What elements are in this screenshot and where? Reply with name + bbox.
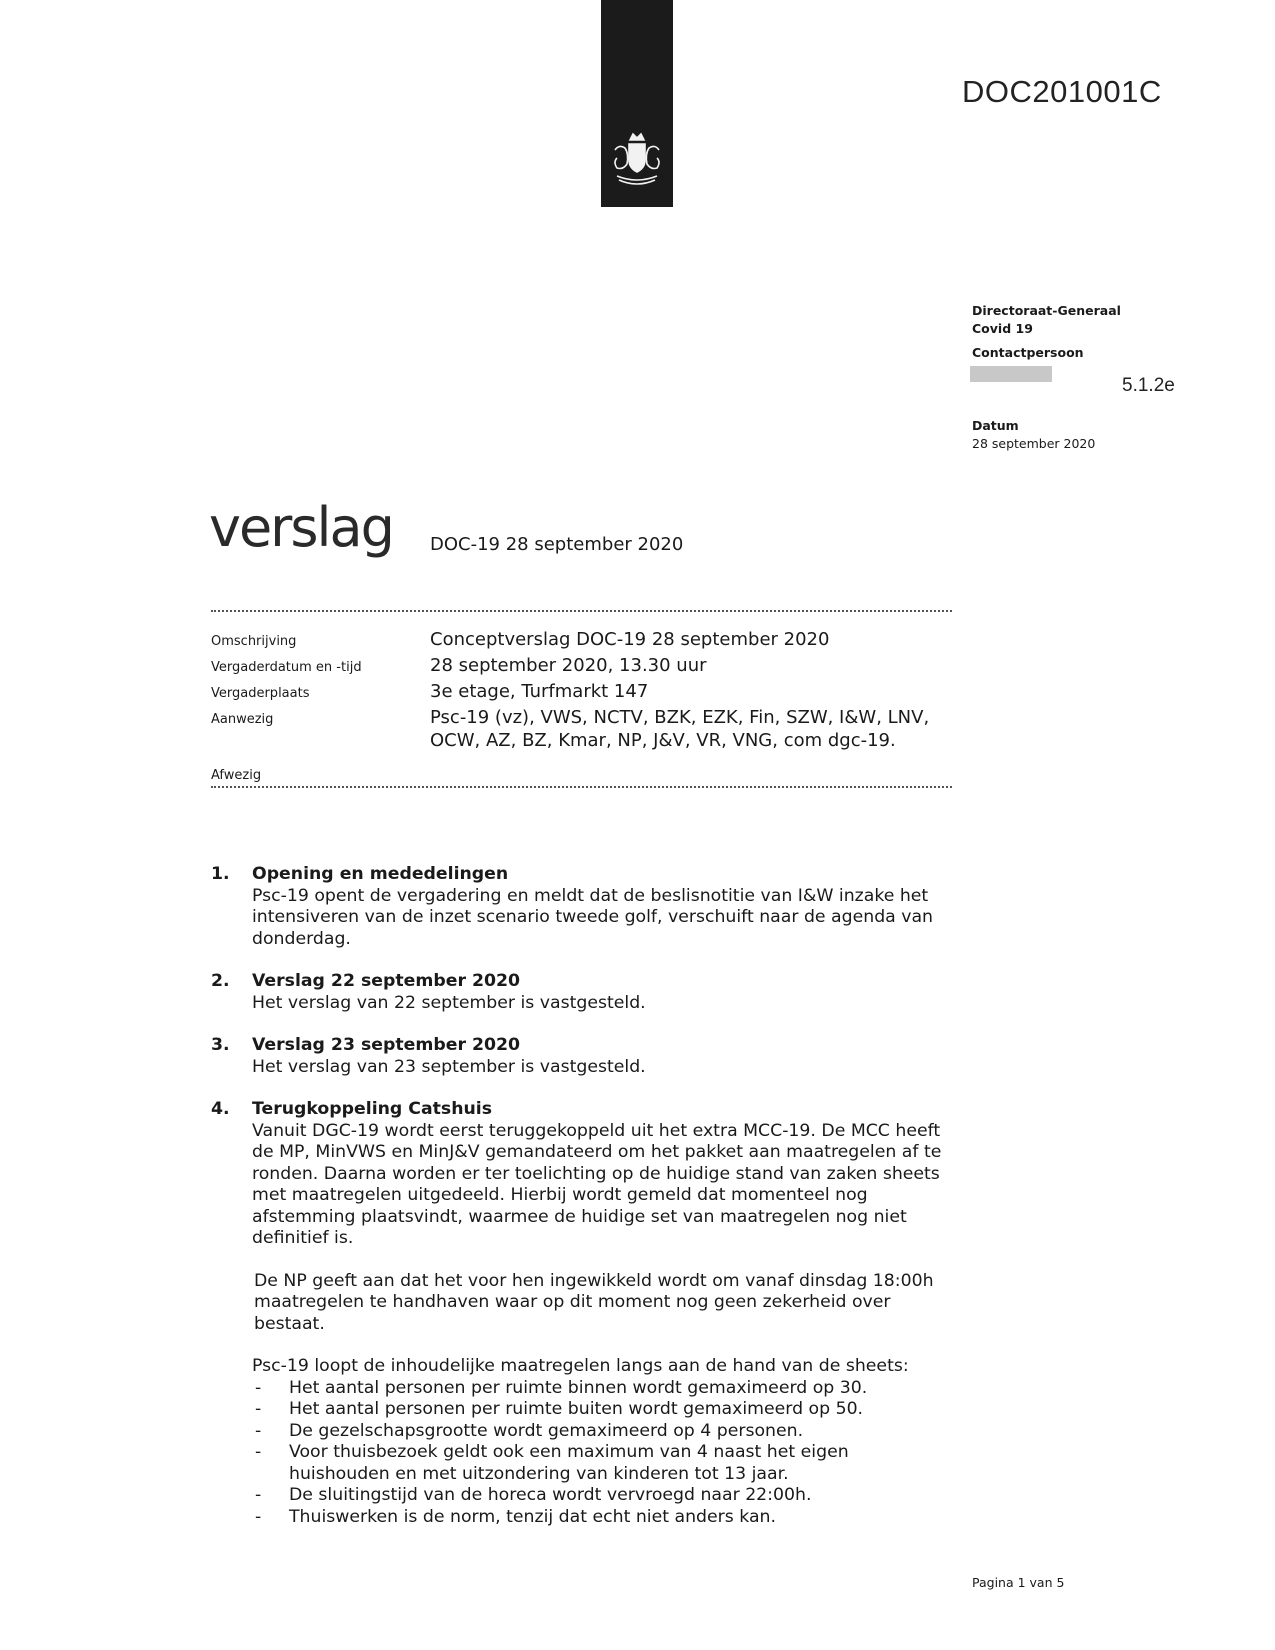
agenda-item	[211, 971, 951, 1014]
list-item-text: Het aantal personen per ruimte buiten wordt gemaximeerd op 50.	[289, 1399, 864, 1419]
agenda-item-title: Verslag 22 september 2020	[252, 971, 521, 991]
list-dash: -	[255, 1442, 262, 1462]
document-type-title: verslag	[209, 496, 393, 559]
date-block	[972, 417, 1095, 453]
aanwezig-line-1: Psc-19 (vz), VWS, NCTV, BZK, EZK, Fin, SZW, I&W, LNV,	[430, 707, 930, 728]
document-code: DOC201001C	[962, 74, 1162, 109]
meta-label: Vergaderdatum en -tijd	[211, 660, 362, 675]
agenda-item-body	[252, 864, 951, 950]
meta-value: 28 september 2020, 13.30 uur	[430, 655, 707, 676]
agenda-item-paragraph: Vanuit DGC-19 wordt eerst teruggekoppeld uit het extra MCC-19. De MCC heeft de MP, MinVWS en MinJ&V gemandateerd om het pakket aan maatregelen af te ronden. Daarna worden er ter toelichting op de huidige stand van zaken sheets met maatregelen uitgedeeld. Hierbij wordt gemeld dat momenteel nog afstemming plaatsvindt, waarmee de huidige set van maatregelen nog niet definitief is.	[252, 1120, 942, 1248]
department-line-2: Covid 19	[972, 321, 1033, 336]
list-item-text: Voor thuisbezoek geldt ook een maximum van 4 naast het eigen huishouden en met uitzondering van kinderen tot 13 jaar.	[289, 1442, 849, 1484]
meta-value	[430, 706, 951, 752]
list-item	[252, 1421, 951, 1443]
meta-value: Conceptverslag DOC-19 28 september 2020	[430, 629, 830, 650]
agenda-item-number: 2.	[211, 971, 230, 991]
agenda-item-paragraph: Psc-19 loopt de inhoudelijke maatregelen langs aan de hand van de sheets:	[252, 1356, 909, 1376]
list-item	[252, 1507, 951, 1529]
meta-row-afwezig	[211, 764, 951, 788]
divider-bottom	[211, 786, 952, 788]
agenda-item-text: Psc-19 opent de vergadering en meldt dat de beslisnotitie van I&W inzake het intensiveren van de inzet scenario tweede golf, verschuift naar de agenda van donderdag.	[252, 885, 934, 949]
list-item-text: De sluitingstijd van de horeca wordt vervroegd naar 22:00h.	[289, 1485, 812, 1505]
date-value: 28 september 2020	[972, 436, 1096, 451]
department-line-1: Directoraat-Generaal	[972, 303, 1121, 318]
list-item	[252, 1485, 951, 1507]
agenda-item-title: Terugkoppeling Catshuis	[252, 1099, 493, 1119]
agenda-item-text: Het verslag van 22 september is vastgesteld.	[252, 992, 646, 1013]
list-item-text: De gezelschapsgrootte wordt gemaximeerd op 4 personen.	[289, 1420, 804, 1441]
list-item	[252, 1399, 951, 1421]
meta-value: 3e etage, Turfmarkt 147	[430, 681, 649, 702]
divider-top	[211, 610, 952, 612]
agenda-item-body	[252, 1099, 951, 1528]
list-item	[252, 1442, 951, 1485]
page-number: Pagina 1 van 5	[972, 1575, 1065, 1590]
agenda-item-body	[252, 971, 951, 1014]
list-item-text: Het aantal personen per ruimte binnen wordt gemaximeerd op 30.	[289, 1377, 868, 1398]
measures-list	[252, 1378, 951, 1529]
contact-label: Contactpersoon	[972, 345, 1084, 360]
list-item-text: Thuiswerken is de norm, tenzij dat echt niet anders kan.	[289, 1506, 776, 1527]
agenda-item-number: 1.	[211, 864, 230, 884]
meta-label: Afwezig	[211, 768, 262, 783]
agenda-item-text: Het verslag van 23 september is vastgesteld.	[252, 1056, 646, 1077]
date-label: Datum	[972, 418, 1019, 433]
sender-info	[972, 302, 1202, 362]
list-dash: -	[255, 1377, 262, 1398]
document-subtitle: DOC-19 28 september 2020	[430, 534, 684, 555]
redaction-code: 5.1.2e	[1122, 375, 1175, 396]
agenda-item-number: 4.	[211, 1099, 230, 1119]
agenda-item	[211, 864, 951, 950]
list-dash: -	[255, 1420, 262, 1441]
agenda-item-title: Opening en mededelingen	[252, 864, 509, 884]
list-item	[252, 1378, 951, 1400]
meeting-meta	[211, 628, 951, 788]
agenda-item-paragraph: De NP geeft aan dat het voor hen ingewikkeld wordt om vanaf dinsdag 18:00h maatregelen te handhaven waar op dit moment nog geen zekerheid over bestaat.	[254, 1270, 934, 1334]
agenda-item	[211, 1099, 951, 1528]
list-dash: -	[255, 1485, 262, 1505]
agenda-item-body	[252, 1035, 951, 1078]
meta-row-plaats	[211, 680, 951, 706]
agenda-item	[211, 1035, 951, 1078]
government-logo-band	[601, 0, 673, 207]
list-dash: -	[255, 1399, 262, 1419]
agenda-item-number: 3.	[211, 1035, 230, 1055]
meta-row-aanwezig	[211, 706, 951, 752]
aanwezig-line-2: OCW, AZ, BZ, Kmar, NP, J&V, VR, VNG, com dgc-19.	[430, 730, 896, 751]
redacted-contact-name	[970, 366, 1052, 382]
meta-row-omschrijving	[211, 628, 951, 654]
agenda-item-title: Verslag 23 september 2020	[252, 1035, 521, 1055]
list-dash: -	[255, 1506, 262, 1527]
coat-of-arms-icon	[607, 130, 667, 190]
meta-label: Vergaderplaats	[211, 686, 310, 701]
meta-label: Omschrijving	[211, 634, 297, 649]
meta-row-datum	[211, 654, 951, 680]
agenda	[211, 864, 951, 1549]
meta-label: Aanwezig	[211, 712, 274, 727]
